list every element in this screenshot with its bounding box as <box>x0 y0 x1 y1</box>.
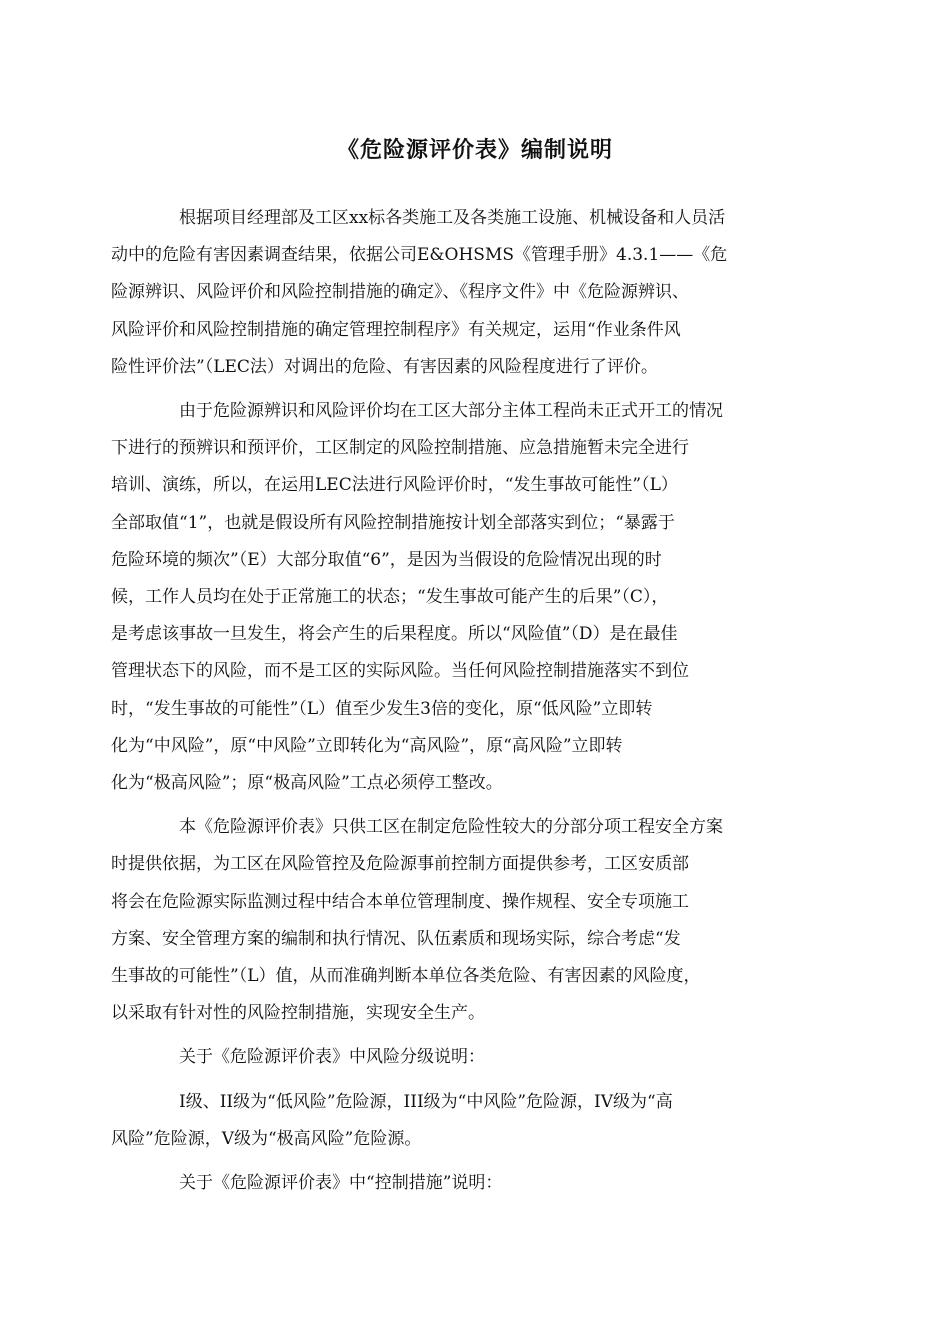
paragraph-usage <box>111 809 807 1032</box>
paragraph-lec-method <box>111 393 807 802</box>
text-line: 风险”危险源，V级为“极高风险”危险源。 <box>111 1128 422 1149</box>
text-line: 险性评价法”（LEC法）对调出的危险、有害因素的风险程度进行了评价。 <box>111 356 658 377</box>
text-line: 危险环境的频次”（E）大部分取值“6”，是因为当假设的危险情况出现的时 <box>111 549 662 570</box>
text-line: 风险评价和风险控制措施的确定管理控制程序》有关规定，运用“作业条件风 <box>111 319 681 340</box>
text-line: 生事故的可能性”（L）值，从而准确判断本单位各类危险、有害因素的风险度， <box>111 966 701 987</box>
paragraph-risk-grading-heading <box>145 1039 807 1076</box>
text-line: 根据项目经理部及工区xx标各类施工及各类施工设施、机械设备和人员活 <box>179 208 726 228</box>
text-line: 本《危险源评价表》只供工区在制定危险性较大的分部分项工程安全方案 <box>179 817 723 838</box>
text-line: 险源辨识、风险评价和风险控制措施的确定》、《程序文件》中《危险源辨识、 <box>111 282 689 303</box>
text-line: 方案、安全管理方案的编制和执行情况、队伍素质和现场实际，综合考虑“发 <box>111 928 681 949</box>
paragraph-risk-levels <box>111 1084 807 1158</box>
text-line: 将会在危险源实际监测过程中结合本单位管理制度、操作规程、安全专项施工 <box>111 891 689 912</box>
text-line: 化为“中风险”，原“中风险”立即转化为“高风险”，原“高风险”立即转 <box>111 735 623 756</box>
text-line: 关于《危险源评价表》中“控制措施”说明： <box>179 1173 503 1194</box>
document-body <box>111 200 807 1202</box>
text-line: 候，工作人员均在处于正常施工的状态；“发生事故可能产生的后果”（C）， <box>111 587 669 608</box>
text-line: 时，“发生事故的可能性”（L）值至少发生3倍的变化，原“低风险”立即转 <box>111 698 653 719</box>
document-title: 《危险源评价表》编制说明 <box>336 138 613 163</box>
text-line: 下进行的预辨识和预评价，工区制定的风险控制措施、应急措施暂未完全进行 <box>111 438 689 459</box>
paragraph-control-measures-heading <box>145 1165 807 1202</box>
text-line: I级、II级为“低风险”危险源，III级为“中风险”危险源，IV级为“高 <box>179 1091 673 1112</box>
text-line: 关于《危险源评价表》中风险分级说明： <box>179 1047 485 1068</box>
text-line: 由于危险源辨识和风险评价均在工区大部分主体工程尚未正式开工的情况 <box>179 401 723 422</box>
text-line: 时提供依据，为工区在风险管控及危险源事前控制方面提供参考，工区安质部 <box>111 854 689 875</box>
text-line: 是考虑该事故一旦发生，将会产生的后果程度。所以“风险值”（D）是在最佳 <box>111 624 678 645</box>
text-line: 管理状态下的风险，而不是工区的实际风险。当任何风险控制措施落实不到位 <box>111 661 689 682</box>
text-line: 以采取有针对性的风险控制措施，实现安全生产。 <box>111 1003 485 1024</box>
text-line: 动中的危险有害因素调查结果，依据公司E&OHSMS《管理手册》4.3.1——《危 <box>111 245 728 266</box>
text-line: 培训、演练，所以，在运用LEC法进行风险评价时，“发生事故可能性”（L） <box>111 475 678 496</box>
text-line: 化为“极高风险”；原“极高风险”工点必须停工整改。 <box>111 773 503 794</box>
text-line: 全部取值“1”，也就是假设所有风险控制措施按计划全部落实到位；“暴露于 <box>111 512 675 533</box>
paragraph-intro <box>111 200 807 386</box>
